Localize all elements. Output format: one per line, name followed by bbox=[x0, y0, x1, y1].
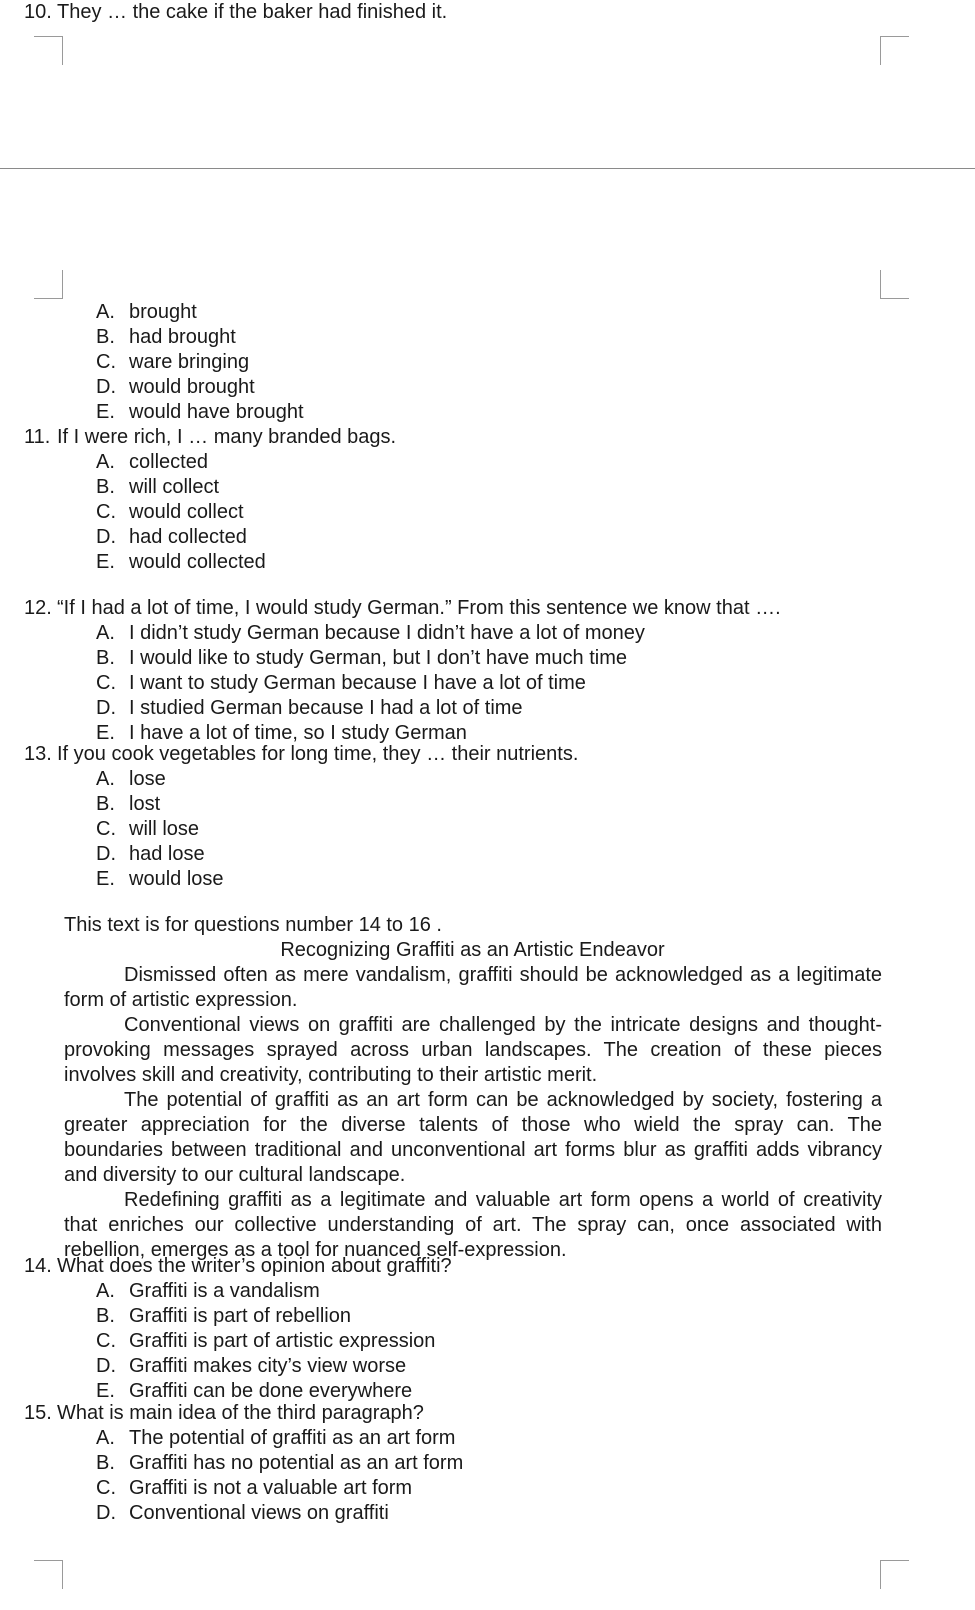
option-letter: A. bbox=[96, 768, 115, 790]
option-letter: A. bbox=[96, 1427, 115, 1449]
option-a[interactable] bbox=[0, 300, 975, 325]
option-b[interactable] bbox=[0, 1304, 975, 1329]
question-text: What is main idea of the third paragraph? bbox=[57, 1402, 424, 1424]
option-text: lost bbox=[129, 793, 161, 815]
option-c[interactable] bbox=[0, 500, 975, 525]
option-text: ware bringing bbox=[129, 351, 250, 373]
option-b[interactable] bbox=[0, 1451, 975, 1476]
option-letter: D. bbox=[96, 526, 116, 548]
option-d[interactable] bbox=[0, 1354, 975, 1379]
option-text: had lose bbox=[129, 843, 205, 865]
option-text: Graffiti is not a valuable art form bbox=[129, 1477, 413, 1499]
option-letter: A. bbox=[96, 451, 115, 473]
question-number: 10. bbox=[24, 1, 52, 23]
option-text: had brought bbox=[129, 326, 236, 348]
option-letter: A. bbox=[96, 301, 115, 323]
question-number: 15. bbox=[24, 1402, 52, 1424]
option-c[interactable] bbox=[0, 1476, 975, 1501]
option-a[interactable] bbox=[0, 767, 975, 792]
option-text: will lose bbox=[129, 818, 200, 840]
option-list bbox=[0, 621, 975, 746]
question-stem bbox=[0, 1401, 975, 1426]
option-letter: B. bbox=[96, 326, 115, 348]
option-letter: E. bbox=[96, 401, 115, 423]
option-text: Graffiti makes city’s view worse bbox=[129, 1355, 407, 1377]
option-letter: D. bbox=[96, 1355, 116, 1377]
option-text: Graffiti is part of artistic expression bbox=[129, 1330, 436, 1352]
option-text: I have a lot of time, so I study German bbox=[129, 722, 467, 744]
question-12 bbox=[0, 596, 975, 746]
option-a[interactable] bbox=[0, 1426, 975, 1451]
option-b[interactable] bbox=[0, 646, 975, 671]
question-15 bbox=[0, 1401, 975, 1526]
question-number: 14. bbox=[24, 1255, 52, 1277]
option-letter: A. bbox=[96, 1280, 115, 1302]
question-14 bbox=[0, 1254, 975, 1404]
corner-mark-mid-left bbox=[34, 270, 63, 299]
option-text: Graffiti is a vandalism bbox=[129, 1280, 320, 1302]
option-b[interactable] bbox=[0, 325, 975, 350]
reading-passage bbox=[0, 913, 975, 1263]
option-text: I would like to study German, but I don’t have much time bbox=[129, 647, 628, 669]
option-letter: C. bbox=[96, 818, 116, 840]
corner-mark-bottom-left bbox=[34, 1560, 63, 1589]
option-list bbox=[0, 450, 975, 575]
question-number: 13. bbox=[24, 743, 52, 765]
option-text: I studied German because I had a lot of time bbox=[129, 697, 523, 719]
option-letter: B. bbox=[96, 1452, 115, 1474]
option-letter: E. bbox=[96, 868, 115, 890]
question-13 bbox=[0, 742, 975, 892]
option-letter: E. bbox=[96, 1380, 115, 1402]
option-letter: C. bbox=[96, 1330, 116, 1352]
option-letter: C. bbox=[96, 351, 116, 373]
option-a[interactable] bbox=[0, 621, 975, 646]
option-letter: B. bbox=[96, 1305, 115, 1327]
option-text: I want to study German because I have a lot of time bbox=[129, 672, 586, 694]
question-text: They … the cake if the baker had finished it. bbox=[57, 1, 448, 23]
option-letter: D. bbox=[96, 1502, 116, 1524]
option-e[interactable] bbox=[0, 400, 975, 425]
question-stem bbox=[0, 425, 975, 450]
question-text: If you cook vegetables for long time, they … their nutrients. bbox=[57, 743, 579, 765]
option-b[interactable] bbox=[0, 792, 975, 817]
corner-mark-top-right bbox=[880, 36, 909, 65]
passage-intro: This text is for questions number 14 to 16 . bbox=[64, 914, 442, 936]
option-letter: B. bbox=[96, 476, 115, 498]
option-text: The potential of graffiti as an art form bbox=[129, 1427, 456, 1449]
question-number: 11. bbox=[24, 426, 51, 448]
option-text: I didn’t study German because I didn’t have a lot of money bbox=[129, 622, 645, 644]
option-e[interactable] bbox=[0, 550, 975, 575]
question-text: What does the writer’s opinion about graffiti? bbox=[57, 1255, 452, 1277]
option-list bbox=[0, 300, 975, 425]
option-d[interactable] bbox=[0, 1501, 975, 1526]
option-d[interactable] bbox=[0, 375, 975, 400]
option-text: lose bbox=[129, 768, 166, 790]
option-letter: B. bbox=[96, 793, 115, 815]
passage-paragraph: The potential of graffiti as an art form can be acknowledged by society, fostering a greater appreciation for the diverse talents of those who wield the spray can. The boundaries between traditional and unconventional art forms blur as graffiti adds vibrancy and diversity to our cultural landscape. bbox=[64, 1089, 882, 1186]
option-a[interactable] bbox=[0, 450, 975, 475]
passage-paragraph: Redefining graffiti as a legitimate and valuable art form opens a world of creativity that enriches our collective understanding of art. The spray can, once associated with rebellion, emerges as a tool for nuanced self-expression. bbox=[64, 1189, 882, 1261]
option-text: collected bbox=[129, 451, 208, 473]
option-text: Conventional views on graffiti bbox=[129, 1502, 389, 1524]
option-text: had collected bbox=[129, 526, 247, 548]
option-letter: D. bbox=[96, 697, 116, 719]
option-text: Graffiti has no potential as an art form bbox=[129, 1452, 464, 1474]
option-letter: B. bbox=[96, 647, 115, 669]
passage-paragraph: Conventional views on graffiti are challenged by the intricate designs and thought-provoking messages sprayed across urban landscapes. The creation of these pieces involves skill and creativity, contributing to their artistic merit. bbox=[64, 1014, 882, 1086]
option-letter: D. bbox=[96, 376, 116, 398]
passage-title: Recognizing Graffiti as an Artistic Endeavor bbox=[280, 939, 665, 961]
option-letter: D. bbox=[96, 843, 116, 865]
corner-mark-top-left bbox=[34, 36, 63, 65]
option-text: Graffiti is part of rebellion bbox=[129, 1305, 351, 1327]
option-letter: E. bbox=[96, 722, 115, 744]
option-text: would brought bbox=[129, 376, 255, 398]
question-10 bbox=[0, 0, 975, 25]
option-list bbox=[0, 1279, 975, 1404]
option-text: would collect bbox=[129, 501, 244, 523]
option-text: would lose bbox=[129, 868, 224, 890]
option-text: will collect bbox=[129, 476, 220, 498]
option-text: brought bbox=[129, 301, 197, 323]
option-letter: C. bbox=[96, 1477, 116, 1499]
option-d[interactable] bbox=[0, 842, 975, 867]
question-text: If I were rich, I … many branded bags. bbox=[57, 426, 397, 448]
question-stem bbox=[0, 1254, 975, 1279]
option-text: would collected bbox=[129, 551, 266, 573]
question-10-options bbox=[0, 300, 975, 425]
option-d[interactable] bbox=[0, 525, 975, 550]
question-number: 12. bbox=[24, 597, 52, 619]
question-stem bbox=[0, 742, 975, 767]
option-letter: A. bbox=[96, 622, 115, 644]
option-c[interactable] bbox=[0, 350, 975, 375]
option-b[interactable] bbox=[0, 475, 975, 500]
option-list bbox=[0, 767, 975, 892]
horizontal-rule bbox=[0, 168, 975, 169]
option-a[interactable] bbox=[0, 1279, 975, 1304]
option-text: would have brought bbox=[129, 401, 304, 423]
question-11 bbox=[0, 425, 975, 575]
question-stem bbox=[0, 596, 975, 621]
option-letter: C. bbox=[96, 672, 116, 694]
option-list bbox=[0, 1426, 975, 1526]
option-c[interactable] bbox=[0, 1329, 975, 1354]
passage-paragraph: Dismissed often as mere vandalism, graffiti should be acknowledged as a legitimate form of artistic expression. bbox=[64, 964, 882, 1011]
option-d[interactable] bbox=[0, 696, 975, 721]
corner-mark-mid-right bbox=[880, 270, 909, 299]
option-e[interactable] bbox=[0, 867, 975, 892]
option-c[interactable] bbox=[0, 671, 975, 696]
option-letter: E. bbox=[96, 551, 115, 573]
question-text: “If I had a lot of time, I would study German.” From this sentence we know that …. bbox=[57, 597, 781, 619]
corner-mark-bottom-right bbox=[880, 1560, 909, 1589]
option-letter: C. bbox=[96, 501, 116, 523]
option-c[interactable] bbox=[0, 817, 975, 842]
question-stem bbox=[0, 0, 975, 25]
option-text: Graffiti can be done everywhere bbox=[129, 1380, 413, 1402]
